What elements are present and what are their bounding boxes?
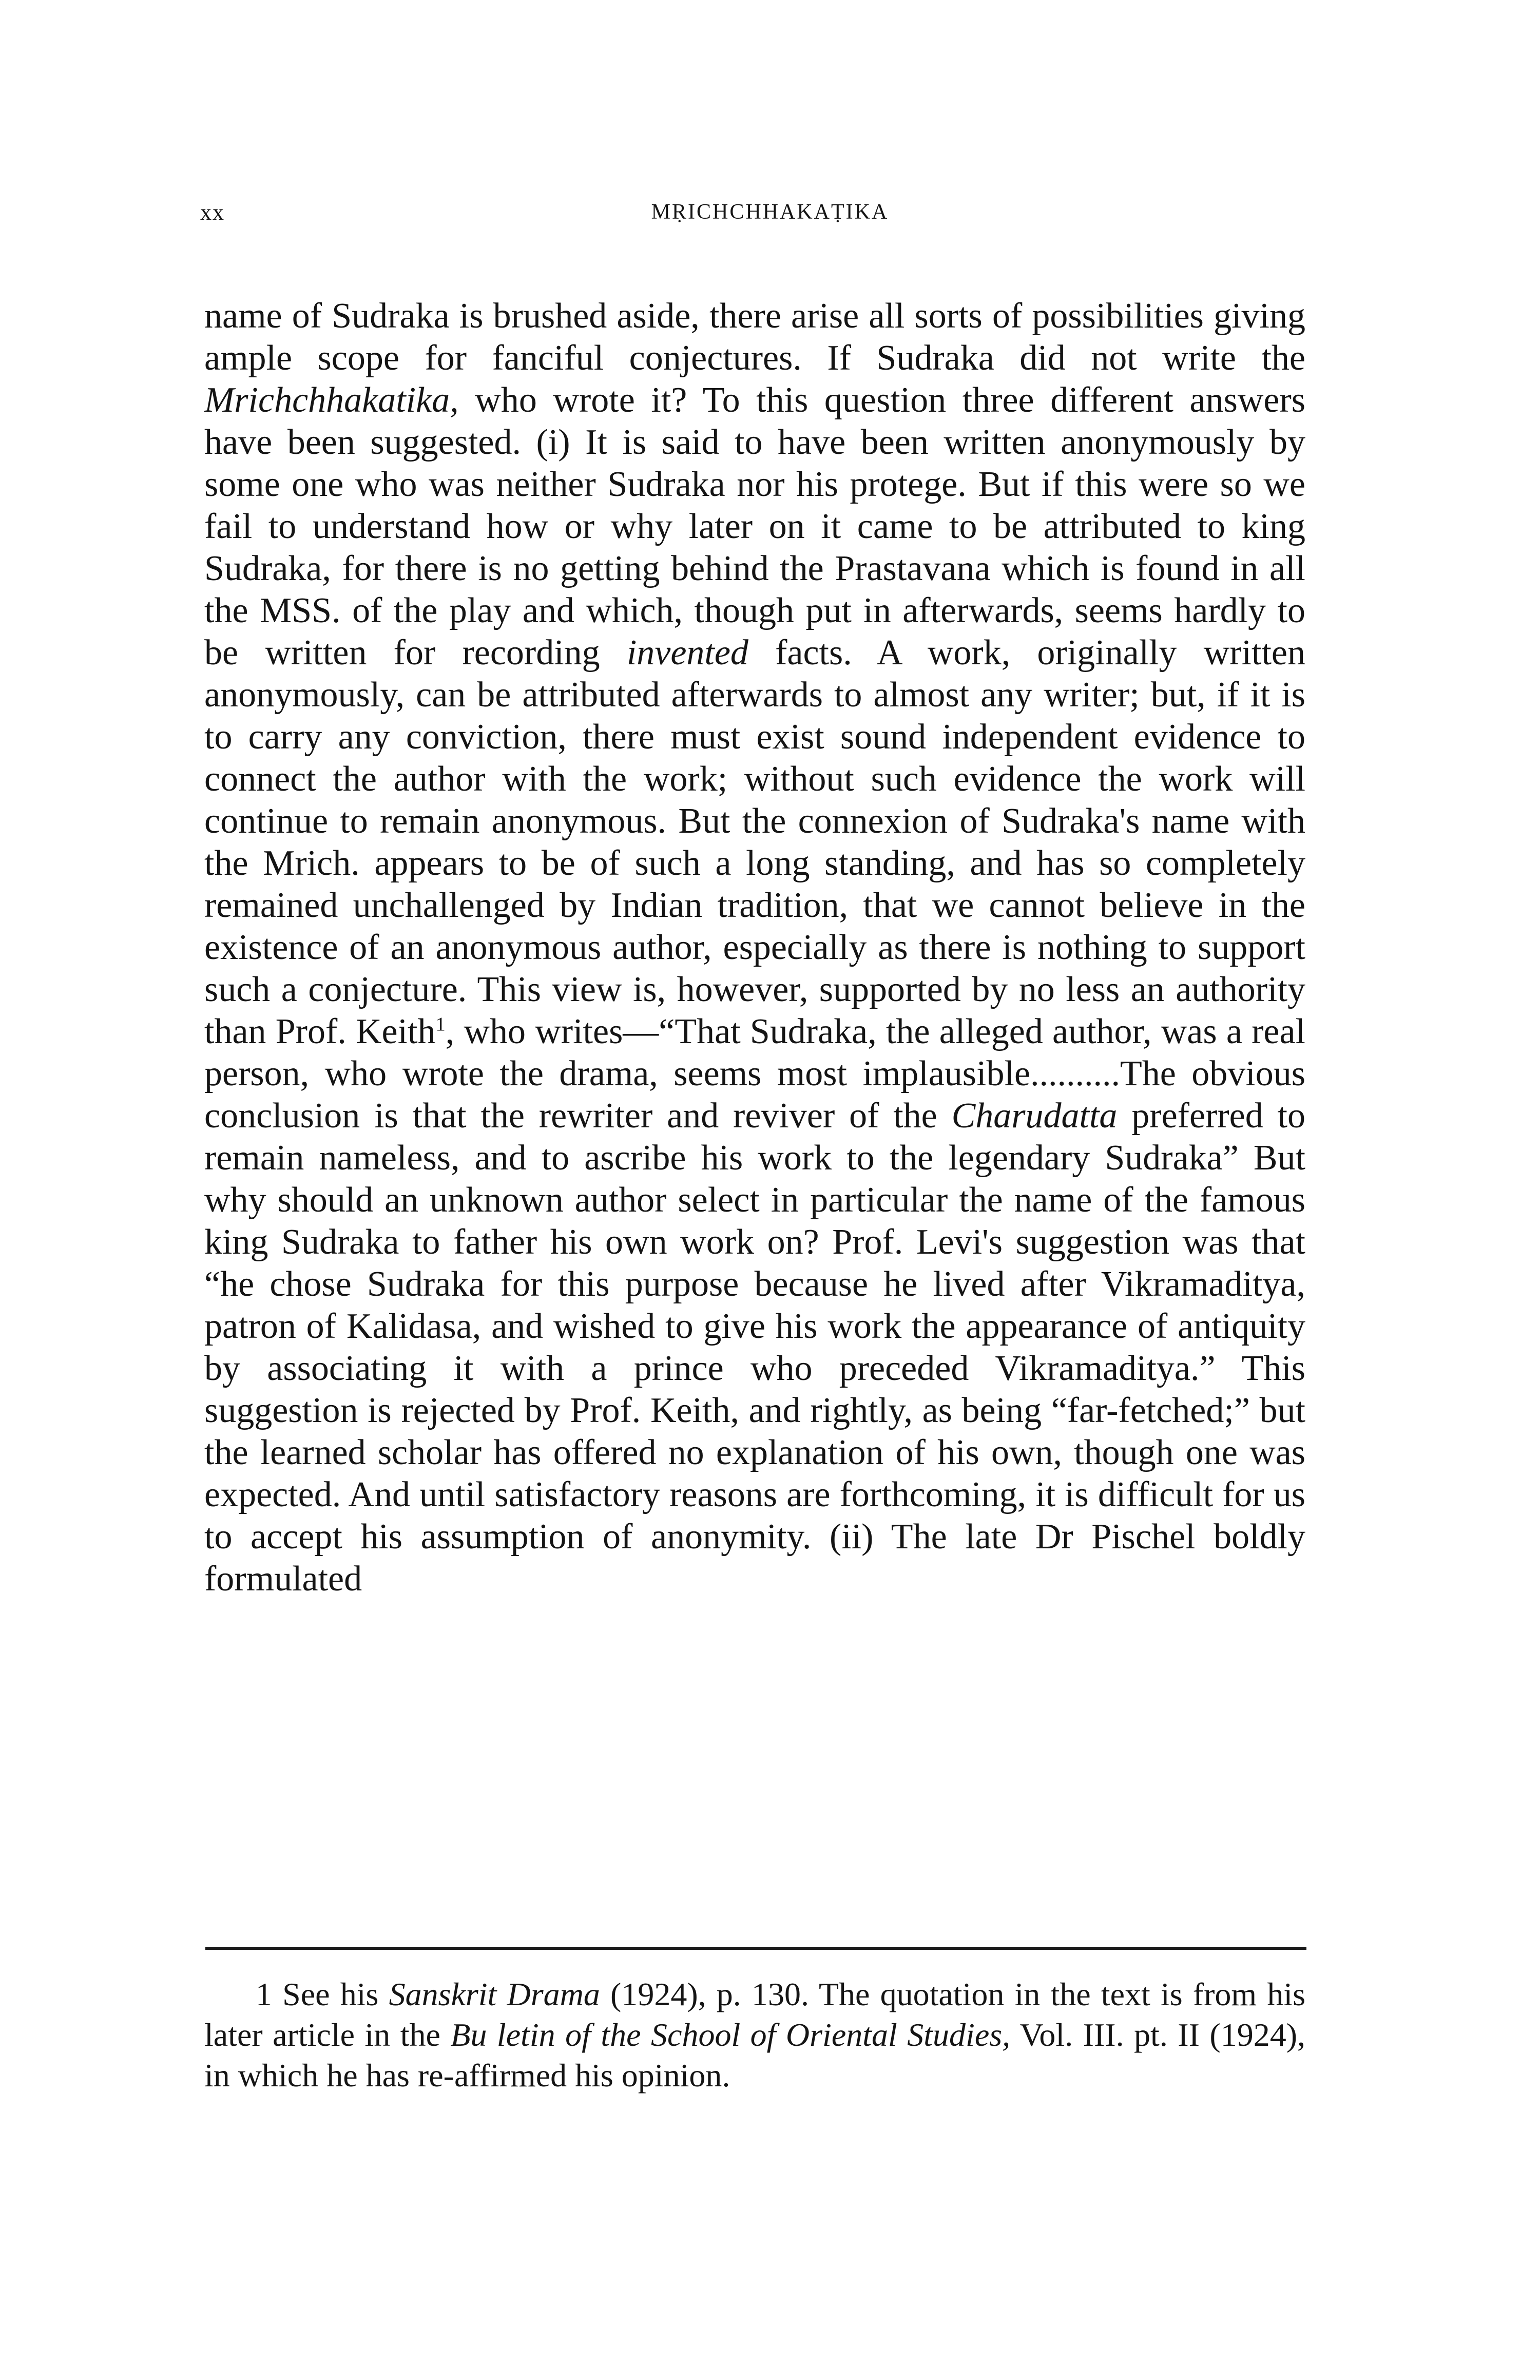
footnote — [204, 1974, 1305, 2096]
body-text-segment: facts. A work, originally written anonymously, can be attributed afterwards to almost any writer; but, if it is to carry any conviction, there must exist sound independent evidence to connect the author with the work; without such evidence the work will continue to remain anonymous. But the connexion of Sudraka's name with the Mrich. appears to be of such a long standing, and has so completely remained unchallenged by Indian tradition, that we cannot believe in the existence of an anonymous author, especially as there is nothing to support such a conjecture. This view is, however, supported by no less an authority than Prof. Keith — [204, 633, 1305, 1051]
emphasis-invented: invented — [626, 633, 748, 673]
title-mrichchhakatika: Mrichchhakatika, — [204, 380, 459, 420]
body-text-segment: , who writes—“That Sudraka, the alleged author, was a real person, who wrote the drama, seems most implausible..........The obvious conclusion is that the rewriter and reviver of the — [204, 1012, 1305, 1136]
footnote-number: 1 — [256, 1976, 272, 2012]
body-text-segment: preferred to remain nameless, and to ascribe his work to the legendary Sudraka” But why should an unknown author select in particular the name of the famous king Sudraka to father his own work on? Prof. Levi's suggestion was that “he chose Sudraka for this purpose because he lived after Vikramaditya, patron of Kalidasa, and wished to give his work the appearance of antiquity by associating it with a prince who preceded Vikramaditya.” This suggestion is rejected by Prof. Keith, and rightly, as being “far-fetched;” but the learned scholar has offered no explanation of his own, though one was expected. And until satisfactory reasons are forthcoming, it is difficult for us to accept his assumption of anonymity. (ii) The late Dr Pischel boldly formulated — [204, 1096, 1305, 1599]
footnote-reference: 1 — [435, 1013, 446, 1035]
footnote-text: (1924), p. 130. The quotation in the text is from his later article in the — [204, 1976, 1305, 2053]
footnote-text: See his — [272, 1976, 389, 2012]
title-bulletin: Bu letin of the School of Oriental Studies, — [450, 2017, 1011, 2053]
body-text — [204, 295, 1305, 1600]
title-sanskrit-drama: Sanskrit Drama — [389, 1976, 600, 2012]
body-text-segment: who wrote it? To this question three different answers have been suggested. (i) It is said to have been written anonymously by some one who was neither Sudraka nor his protege. But if this were so we fail to understand how or why later on it came to be attributed to king Sudraka, for there is no getting behind the Prastavana which is found in all the MSS. of the play and which, though put in afterwards, seems hardly to be written for recording — [204, 380, 1305, 673]
title-charudatta: Charudatta — [951, 1096, 1118, 1136]
body-text-segment: name of Sudraka is brushed aside, there arise all sorts of possibilities giving ample scope for fanciful conjectures. If Sudraka did not write the — [204, 296, 1305, 378]
running-title: MṚICHCHHAKAṬIKA — [651, 200, 889, 224]
footnote-text: Vol. III. pt. II (1924), in which he has re-affirmed his opinion. — [204, 2017, 1306, 2094]
footnote-divider — [205, 1947, 1306, 1950]
page-number: xx — [200, 200, 225, 225]
